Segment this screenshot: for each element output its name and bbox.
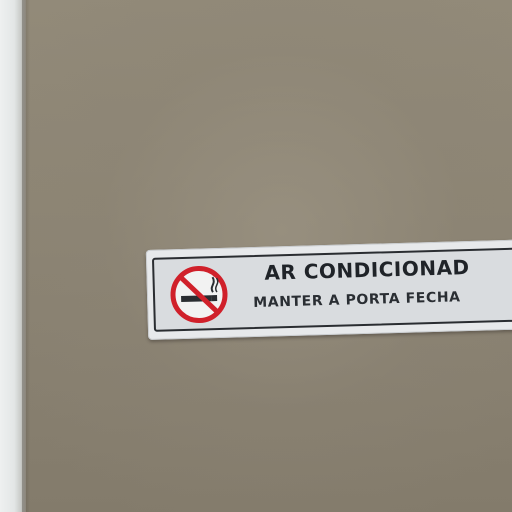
sign-subtitle: MANTER A PORTA FECHA — [253, 289, 461, 312]
sign-title: AR CONDICIONAD — [264, 254, 470, 285]
door-frame-shadow — [22, 0, 30, 512]
air-conditioning-sign — [146, 239, 512, 340]
no-smoking-icon — [168, 264, 230, 326]
